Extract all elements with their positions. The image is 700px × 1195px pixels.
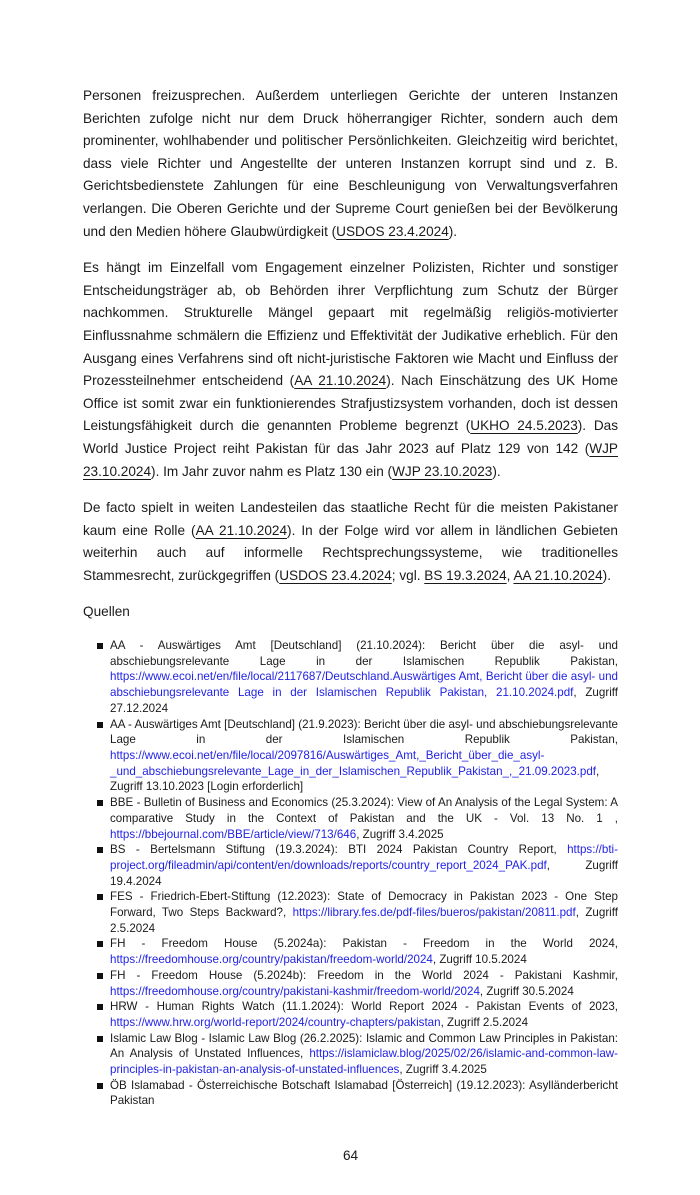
reference-item <box>110 968 618 999</box>
reference-access-date: , Zugriff 13.10.2023 [Login erforderlich] <box>110 764 600 794</box>
reference-item <box>110 842 618 889</box>
paragraph-text: Personen freizusprechen. Außerdem unterliegen Gerichte der unteren Instanzen Berichten zufolge nicht nur dem Druck höherrangiger Richter, sondern auch dem prominenter, wohlhabender und politischer Persönlichkeiten. Gleichzeitig wird berichtet, dass viele Richter und Angestellte der unteren Instanzen korrupt sind und z. B. Gerichtsbedienstete Zahlungen für eine Beschleunigung von Verwaltungsverfahren verlangen. Die Oberen Gerichte und der Supreme Court genießen bei der Bevölkerung und den Medien höhere Glaubwürdigkeit ( <box>83 88 618 239</box>
reference-item <box>110 936 618 967</box>
reference-text: FH - Freedom House (5.2024a): Pakistan - Freedom in the World 2024, <box>110 937 618 951</box>
square-bullet-icon <box>97 973 103 979</box>
square-bullet-icon <box>97 1083 103 1089</box>
reference-url-link[interactable]: https://www.hrw.org/world-report/2024/country-chapters/pakistan <box>110 1015 441 1029</box>
paragraph-text: ). <box>492 463 501 479</box>
reference-url-link[interactable]: https://www.ecoi.net/en/file/local/2117687/Deutschland.Auswärtiges Amt, Bericht über die asyl- und abschiebungsrelevante Lage in der Islamischen Republik Pakistan, 21.10.2024.pdf <box>110 670 618 700</box>
reference-text: BS - Bertelsmann Stiftung (19.3.2024): BTI 2024 Pakistan Country Report, <box>110 843 568 857</box>
square-bullet-icon <box>97 1036 103 1042</box>
citation-link[interactable]: AA 21.10.2024 <box>513 567 603 583</box>
page-number: 64 <box>342 1148 359 1164</box>
citation-link[interactable]: BS 19.3.2024 <box>424 567 507 583</box>
reference-item <box>110 889 618 936</box>
paragraph-text: ). In der Folge wird vor allem in ländlichen Gebieten weiterhin auch auf informelle Rechtsprechungssysteme, wie traditionelles Stammesrecht, zurückgegriffen ( <box>83 522 618 583</box>
reference-access-date: , Zugriff 27.12.2024 <box>110 686 618 715</box>
citation-link[interactable]: WJP 23.10.2024 <box>83 440 618 479</box>
reference-item <box>110 1031 618 1078</box>
reference-list <box>110 638 618 1109</box>
paragraph-text: ). <box>448 223 458 239</box>
reference-url-link[interactable]: https://library.fes.de/pdf-files/bueros/pakistan/20811.pdf <box>292 906 576 920</box>
reference-access-date: , Zugriff 2.5.2024 <box>440 1015 529 1029</box>
paragraph-text: Es hängt im Einzelfall vom Engagement einzelner Polizisten, Richter und sonstiger Entscheidungsträger ab, ob Behörden ihrer Verpflichtung zum Schutz der Bürger nachkommen. Strukturelle Mängel gepaart mit regelmäßig religiös-motivierter Einflussnahme schmälern die Effizienz und Effektivität der Judikative erheblich. Für den Ausgang eines Verfahrens sind oft nicht-juristische Faktoren wie Macht und Einfluss der Prozessteilnehmer entscheidend ( <box>83 260 618 389</box>
reference-url-link[interactable]: https://islamiclaw.blog/2025/02/26/islamic-and-common-law-principles-in-pakistan-an-analysis-of-unstated-influences <box>110 1047 618 1077</box>
paragraph-text: ). <box>602 567 611 583</box>
paragraph-text: De facto spielt in weiten Landesteilen das staatliche Recht für die meisten Pakistaner kaum eine Rolle ( <box>83 500 618 538</box>
reference-item <box>110 1078 618 1109</box>
reference-text: BBE - Bulletin of Business and Economics (25.3.2024): View of An Analysis of the Legal System: A comparative Study in the Context of Pakistan and the UK - Vol. 13 No. 1 , <box>110 796 618 825</box>
reference-item <box>110 999 618 1030</box>
sources-heading: Quellen <box>83 604 130 620</box>
reference-url-link[interactable]: https://freedomhouse.org/country/pakistan/freedom-world/2024 <box>110 953 433 967</box>
body-paragraph-2 <box>83 257 618 483</box>
reference-access-date: , Zugriff 2.5.2024 <box>110 906 618 935</box>
reference-text: AA - Auswärtiges Amt [Deutschland] (21.9.2023): Bericht über die asyl- und abschiebungsrelevante Lage in der Islamischen Republik Pakistan, <box>110 717 618 747</box>
body-paragraph-3 <box>83 497 618 587</box>
reference-item <box>110 717 618 796</box>
paragraph-text: ; vgl. <box>391 567 425 583</box>
reference-item <box>110 795 618 842</box>
reference-access-date: , Zugriff 3.4.2025 <box>399 1063 487 1077</box>
reference-text: HRW - Human Rights Watch (11.1.2024): World Report 2024 - Pakistan Events of 2023, <box>110 1000 618 1014</box>
reference-url-link[interactable]: https://www.ecoi.net/en/file/local/2097816/Auswärtiges_Amt,_Bericht_über_die_asyl-_und_abschiebungsrelevante_Lage_in_der_Islamischen_Republik_Pakistan_,_21.09.2023.pdf <box>110 748 597 778</box>
citation-link[interactable]: WJP 23.10.2023 <box>392 463 493 479</box>
citation-link[interactable]: USDOS 23.4.2024 <box>279 567 392 583</box>
reference-access-date: , Zugriff 3.4.2025 <box>356 827 444 841</box>
body-paragraph-1 <box>83 85 618 243</box>
reference-text: Islamic Law Blog - Islamic Law Blog (26.2.2025): Islamic and Common Law Principles in Pakistan: An Analysis of Unstated Influences, <box>110 1031 618 1061</box>
reference-access-date: , Zugriff 10.5.2024 <box>432 953 527 967</box>
paragraph-text: ). Nach Einschätzung des UK Home Office ist somit zwar ein funktionierendes Strafjustizsystem vorhanden, doch ist dessen Leistungsfähigkeit durch die genannten Probleme begrenzt ( <box>83 373 618 434</box>
reference-url-link[interactable]: https://freedomhouse.org/country/pakistani-kashmir/freedom-world/2024 <box>110 984 480 998</box>
reference-url-link[interactable]: https://bti-project.org/fileadmin/api/content/en/downloads/reports/country_report_2024_PAK.pdf <box>110 843 618 872</box>
square-bullet-icon <box>97 941 103 947</box>
reference-text: FH - Freedom House (5.2024b): Freedom in the World 2024 - Pakistani Kashmir, <box>110 968 618 982</box>
citation-link[interactable]: AA 21.10.2024 <box>294 373 387 389</box>
reference-item <box>110 638 618 717</box>
citation-link[interactable]: USDOS 23.4.2024 <box>336 223 449 239</box>
reference-text: FES - Friedrich-Ebert-Stiftung (12.2023): State of Democracy in Pakistan 2023 - One Step Forward, Two Steps Backward?, <box>110 890 618 920</box>
square-bullet-icon <box>97 800 103 806</box>
square-bullet-icon <box>97 894 103 900</box>
paragraph-text: ). Im Jahr zuvor nahm es Platz 130 ein ( <box>151 463 393 479</box>
square-bullet-icon <box>97 643 103 649</box>
square-bullet-icon <box>97 1004 103 1010</box>
paragraph-text: , <box>506 567 514 583</box>
reference-text: ÖB Islamabad - Österreichische Botschaft Islamabad [Österreich] (19.12.2023): Asylländerbericht Pakistan <box>110 1078 618 1108</box>
square-bullet-icon <box>97 847 103 853</box>
paragraph-text: ). Das World Justice Project reiht Pakistan für das Jahr 2023 auf Platz 129 von 142 ( <box>83 418 618 456</box>
citation-link[interactable]: AA 21.10.2024 <box>195 522 288 538</box>
reference-access-date: , Zugriff 30.5.2024 <box>479 984 574 998</box>
square-bullet-icon <box>97 722 103 728</box>
citation-link[interactable]: UKHO 24.5.2023 <box>470 418 578 434</box>
reference-access-date: , Zugriff 19.4.2024 <box>110 858 618 888</box>
reference-url-link[interactable]: https://bbejournal.com/BBE/article/view/713/646 <box>110 827 357 841</box>
reference-text: AA - Auswärtiges Amt [Deutschland] (21.10.2024): Bericht über die asyl- und abschiebungsrelevante Lage in der Islamischen Republik Pakistan, <box>110 639 618 668</box>
